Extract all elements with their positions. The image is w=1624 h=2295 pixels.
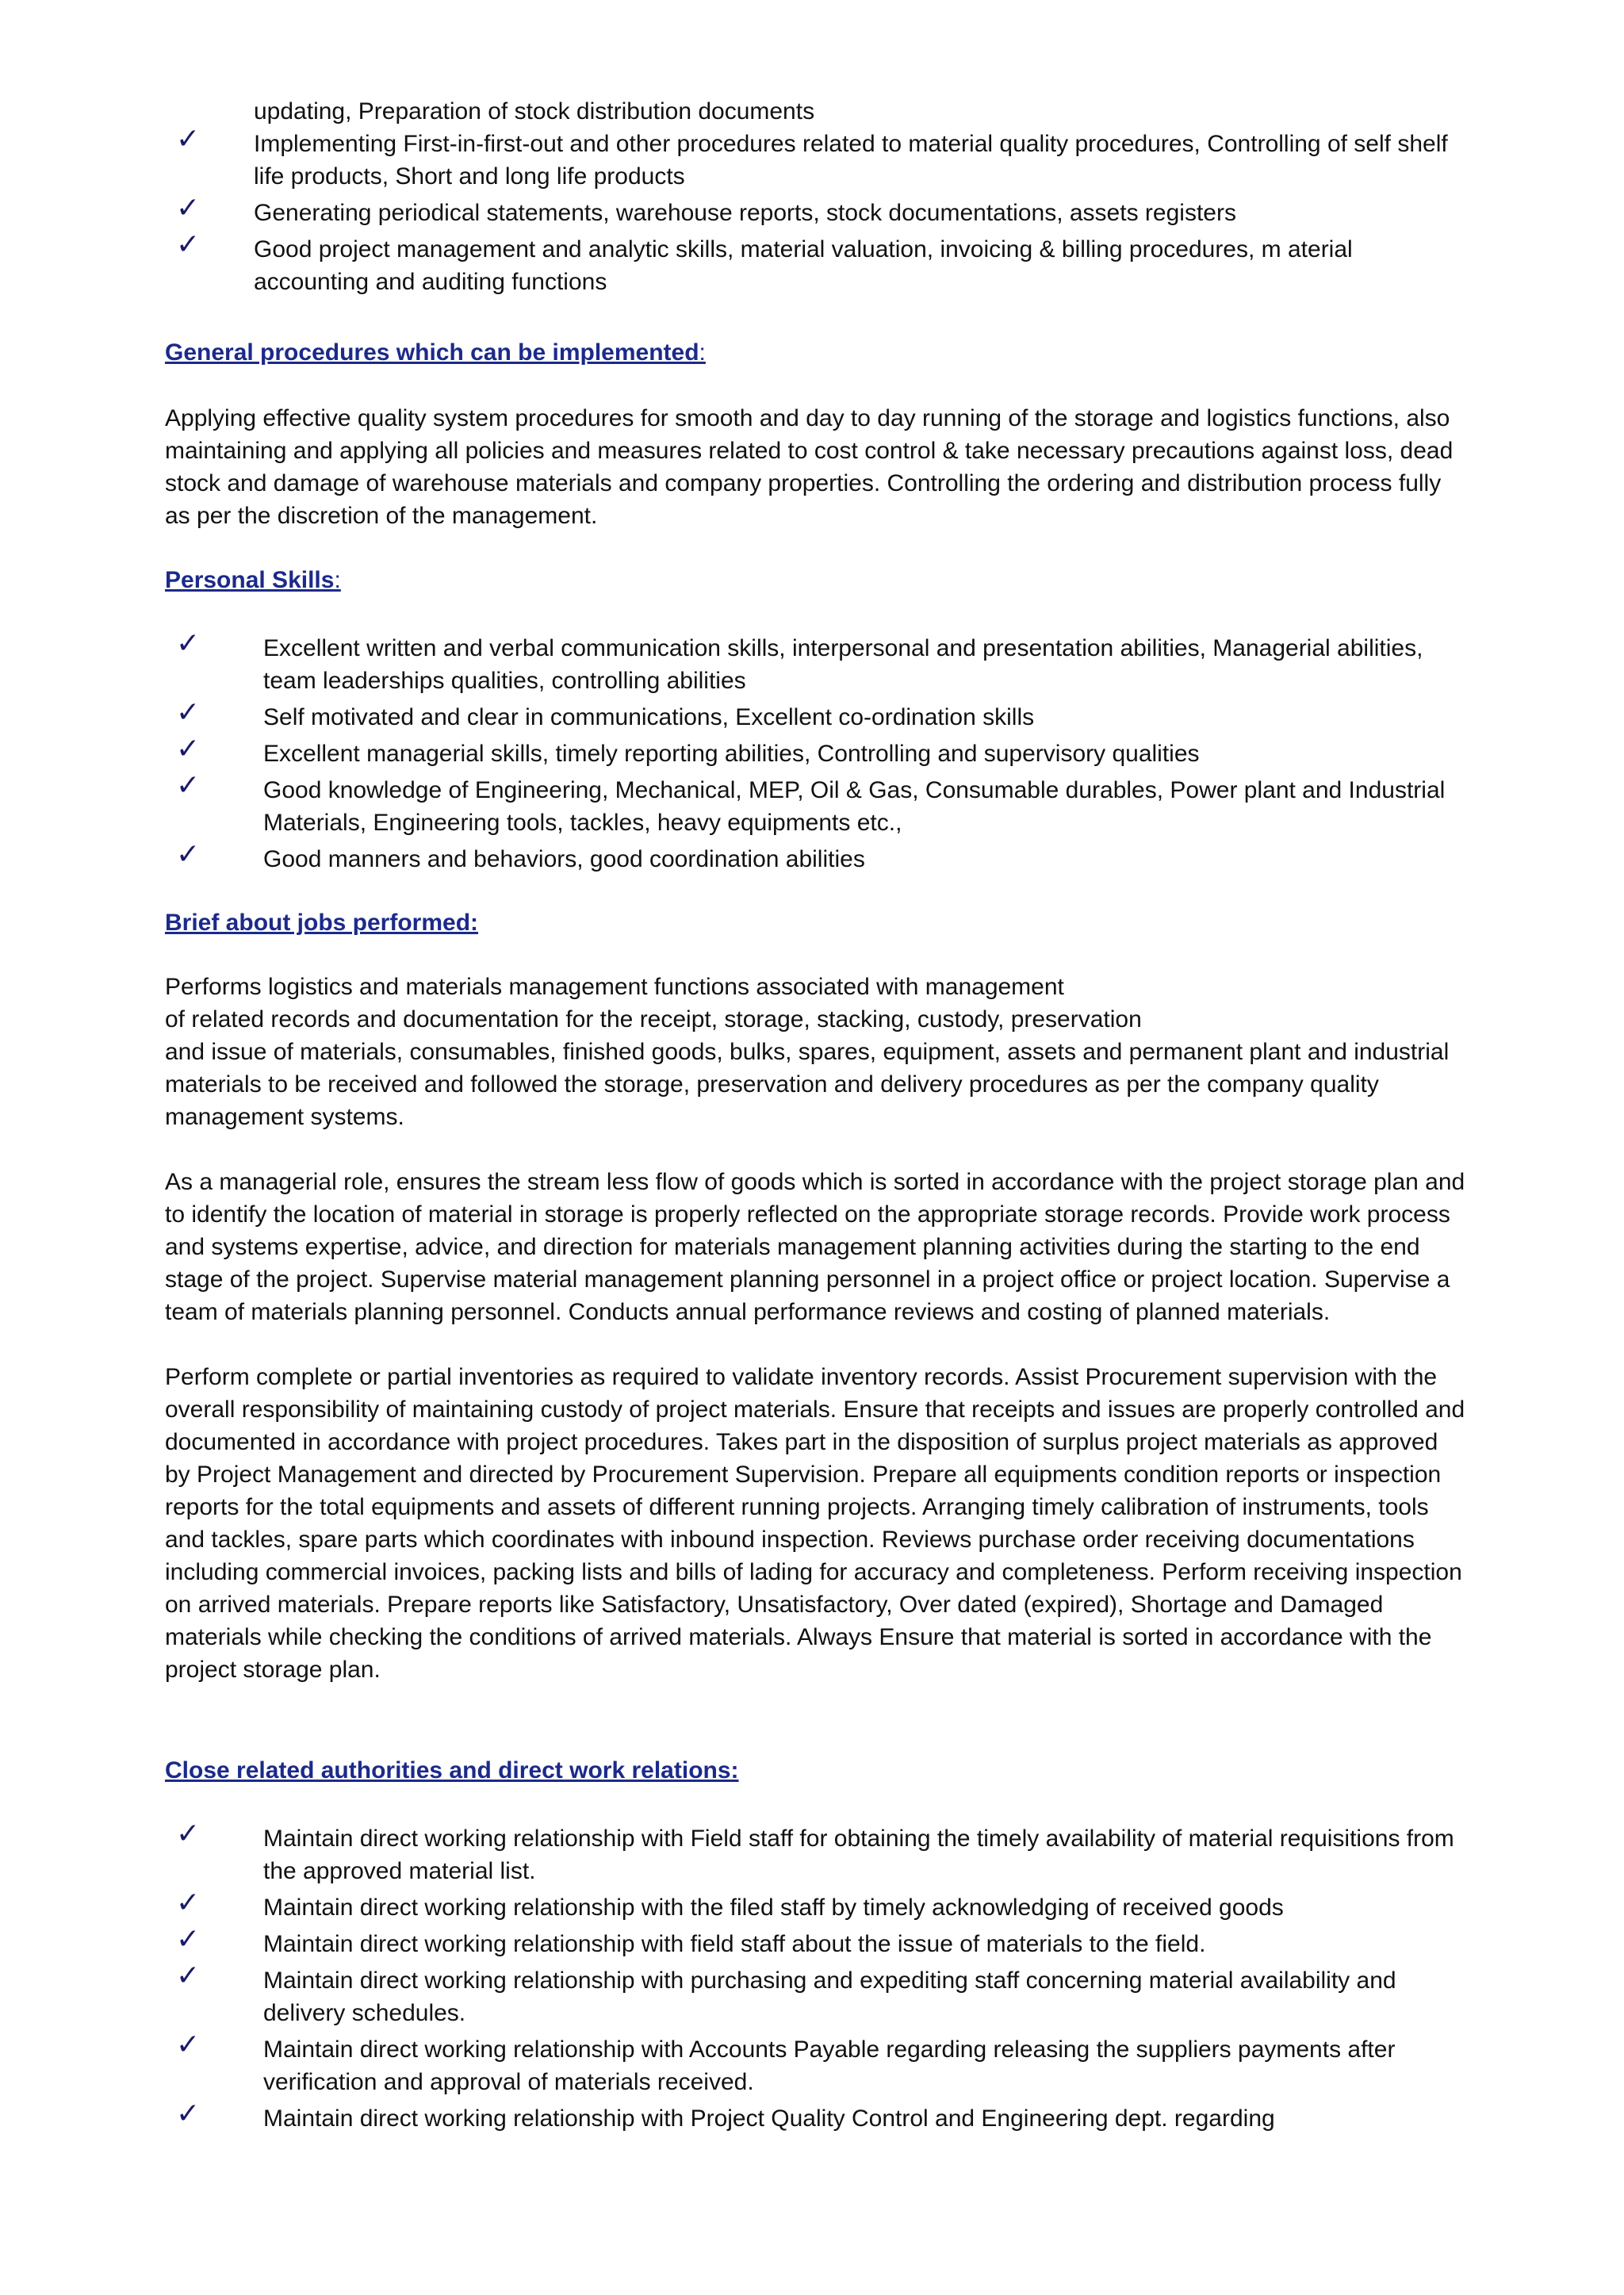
list-item: ✓ Implementing First-in-first-out and other procedures related to material quality procedures, Controlling of self shelf life products, Short and long life products xyxy=(176,123,1448,190)
list-item: ✓ Good project management and analytic skills, material valuation, invoicing & billing procedures, m aterial accounting and auditing functions xyxy=(176,228,1353,295)
checkmark-icon: ✓ xyxy=(176,1887,201,1919)
work-relations-section xyxy=(165,1754,1465,2139)
section-heading: Close related authorities and direct work relations: xyxy=(165,1757,739,1784)
list-item: ✓ Generating periodical statements, warehouse reports, stock documentations, assets registers xyxy=(176,192,1236,226)
work-relations-list xyxy=(165,1818,1465,2135)
checkmark-icon: ✓ xyxy=(176,696,201,729)
continuation-line: updating, Preparation of stock distribution documents xyxy=(254,98,815,125)
checkmark-icon: ✓ xyxy=(176,838,201,871)
list-item: ✓ Good knowledge of Engineering, Mechanical, MEP, Oil & Gas, Consumable durables, Power plant and Industrial Materials, Engineering tools, tackles, heavy equipments etc., xyxy=(176,769,1446,836)
checkmark-icon: ✓ xyxy=(176,192,201,224)
top-items xyxy=(165,123,1465,298)
list-item: ✓ Excellent managerial skills, timely reporting abilities, Controlling and supervisory qualities xyxy=(176,733,1200,767)
personal-skills-section xyxy=(165,564,1465,879)
checkmark-icon: ✓ xyxy=(176,769,201,802)
checkmark-icon: ✓ xyxy=(176,1960,201,1992)
general-procedures-section xyxy=(165,336,1465,532)
top-checklist xyxy=(165,95,1465,302)
list-item: ✓ Maintain direct working relationship with the filed staff by timely acknowledging of received goods xyxy=(176,1887,1284,1921)
checkmark-icon: ✓ xyxy=(176,123,201,155)
section-heading: General procedures which can be implemented: xyxy=(165,339,706,366)
list-item: ✓ Maintain direct working relationship with Field staff for obtaining the timely availability of material requisitions from the approved material list. xyxy=(176,1818,1454,1884)
section-heading: Personal Skills: xyxy=(165,567,341,593)
checkmark-icon: ✓ xyxy=(176,1818,201,1850)
personal-skills-list xyxy=(165,627,1465,875)
list-item: ✓ Good manners and behaviors, good coordination abilities xyxy=(176,838,865,872)
checkmark-icon: ✓ xyxy=(176,733,201,765)
checkmark-icon: ✓ xyxy=(176,1923,201,1956)
checkmark-icon: ✓ xyxy=(176,2029,201,2061)
list-item: ✓ Maintain direct working relationship with purchasing and expediting staff concerning material availability and delivery schedules. xyxy=(176,1960,1396,2026)
checkmark-icon: ✓ xyxy=(176,228,201,261)
general-procedures-text: Applying effective quality system procedures for smooth and day to day running of the storage and logistics functions, also maintaining and applying all policies and measures related to cost control & take necessary precautions against loss, dead stock and damage of warehouse materials and company properties. Controlling the ordering and distribution process fully as per the discretion of the management. xyxy=(165,405,1454,529)
list-item: ✓ Maintain direct working relationship with Accounts Payable regarding releasing the suppliers payments after verification and approval of materials received. xyxy=(176,2029,1396,2095)
checkmark-icon: ✓ xyxy=(176,2098,201,2130)
jobs-paragraph-3: Perform complete or partial inventories as required to validate inventory records. Assist Procurement supervision with the overall responsibility of maintaining custody of project materials. Ensure that receipts and issues are properly controlled and documented in accordance with project procedures. Takes part in the disposition of surplus project materials as approved by Project Management and directed by Procurement Supervision. Prepare all equipments condition reports or inspection reports for the total equipments and assets of different running projects. Arranging timely calibration of instruments, tools and tackles, spare parts which coordinates with inbound inspection. Reviews purchase order receiving documentations including commercial invoices, packing lists and bills of lading for accuracy and completeness. Perform receiving inspection on arrived materials. Prepare reports like Satisfactory, Unsatisfactory, Over dated (expired), Shortage and Damaged materials while checking the conditions of arrived materials. Always Ensure that material is sorted in accordance with the project storage plan. xyxy=(165,1364,1465,1683)
checkmark-icon: ✓ xyxy=(176,627,201,660)
list-item: ✓ Maintain direct working relationship with field staff about the issue of materials to the field. xyxy=(176,1923,1206,1957)
list-item: ✓ Excellent written and verbal communication skills, interpersonal and presentation abilities, Managerial abilities, team leaderships qualities, controlling abilities xyxy=(176,627,1423,694)
list-item: ✓ Self motivated and clear in communications, Excellent co-ordination skills xyxy=(176,696,1035,730)
section-heading: Brief about jobs performed: xyxy=(165,910,479,936)
jobs-paragraph-1: Performs logistics and materials management functions associated with management of related records and documentation for the receipt, storage, stacking, custody, preservation and issue of materials, consumables, finished goods, bulks, spares, equipment, assets and permanent plant and industrial materials to be received and followed the storage, preservation and delivery procedures as per the company quality management systems. xyxy=(165,974,1450,1130)
jobs-paragraph-2: As a managerial role, ensures the stream less flow of goods which is sorted in accordance with the project storage plan and to identify the location of material in storage is properly reflected on the appropriate storage records. Provide work process and systems expertise, advice, and direction for materials management planning activities during the starting to the end stage of the project. Supervise material management planning personnel in a project office or project location. Supervise a team of materials planning personnel. Conducts annual performance reviews and costing of planned materials. xyxy=(165,1169,1465,1325)
list-item: ✓ Maintain direct working relationship with Project Quality Control and Engineering dept. regarding xyxy=(176,2098,1275,2132)
jobs-performed-section xyxy=(165,906,1465,1686)
